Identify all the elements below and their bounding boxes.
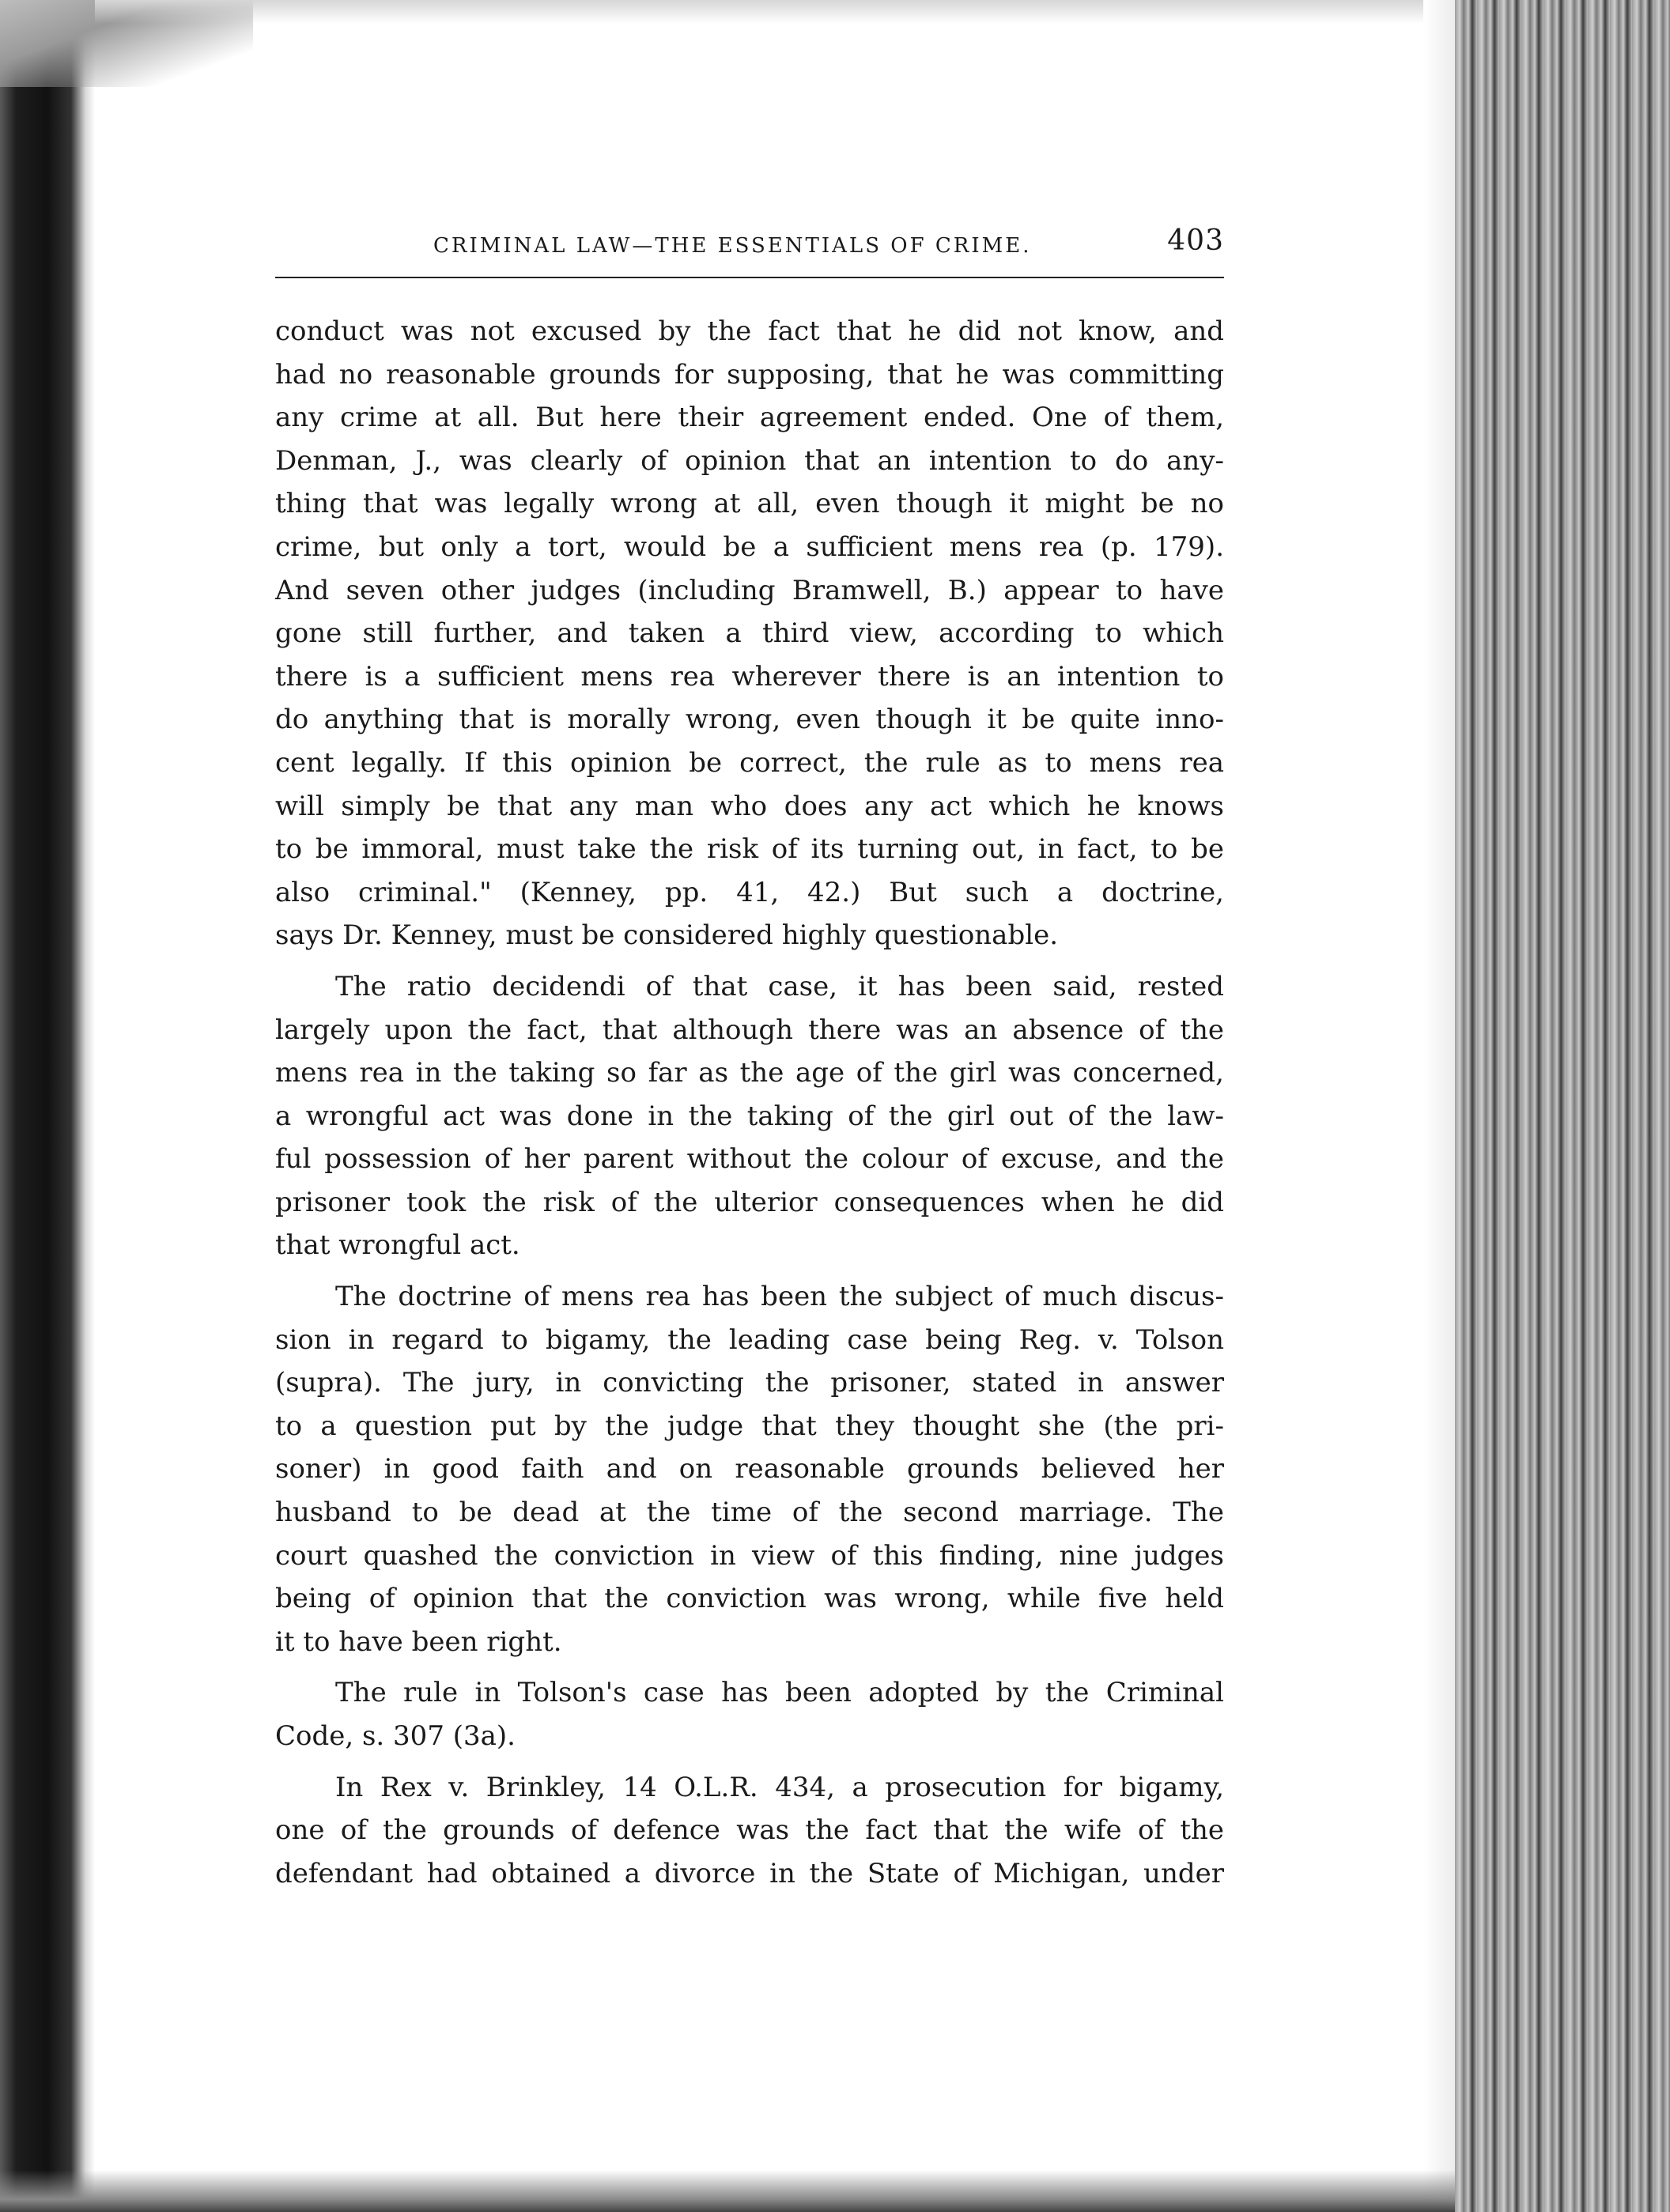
text-line: to be immoral, must take the risk of its turning out, in fact, to be [275,833,1224,866]
text-line: The ratio decidendi of that case, it has been said, rested [335,970,1224,1002]
scan-edge-left [0,0,95,2212]
text-line: Code, s. 307 (3a). [275,1720,516,1752]
text-line: a wrongful act was done in the taking of the girl out of the law- [275,1100,1224,1132]
text-line: The rule in Tolson's case has been adopted by the Criminal [335,1677,1224,1709]
paragraph [275,1671,1224,1757]
text-line: conduct was not excused by the fact that he did not know, and [275,315,1224,347]
body-text [275,310,1224,1903]
text-line: thing that was legally wrong at all, even though it might be no [275,488,1224,520]
text-line: And seven other judges (including Bramwell, B.) appear to have [275,574,1224,606]
text-line: there is a sufficient mens rea wherever there is an intention to [275,660,1224,693]
page-number: 403 [1167,225,1224,257]
page-header [275,223,1224,270]
text-line: defendant had obtained a divorce in the State of Michigan, under [275,1857,1224,1889]
paragraph [275,310,1224,957]
text-line: (supra). The jury, in convicting the prisoner, stated in answer [275,1367,1224,1399]
text-line: any crime at all. But here their agreement ended. One of them, [275,402,1224,434]
paragraph [275,1766,1224,1896]
scan-edge-right [1455,0,1670,2212]
book-page [275,0,1224,2212]
text-line: will simply be that any man who does any act which he knows [275,790,1224,822]
header-rule [275,277,1224,278]
text-line: that wrongful act. [275,1229,520,1262]
text-line: cent legally. If this opinion be correct, the rule as to mens rea [275,746,1224,779]
text-line: soner) in good faith and on reasonable grounds believed her [275,1453,1224,1485]
text-line: In Rex v. Brinkley, 14 O.L.R. 434, a prosecution for bigamy, [335,1771,1224,1803]
text-line: husband to be dead at the time of the second marriage. The [275,1497,1224,1529]
text-line: mens rea in the taking so far as the age of the girl was concerned, [275,1057,1224,1089]
text-line: Denman, J., was clearly of opinion that an intention to do any- [275,444,1224,477]
text-line: to a question put by the judge that they thought she (the pri- [275,1410,1224,1442]
text-line: also criminal." (Kenney, pp. 41, 42.) But such a doctrine, [275,876,1224,908]
text-line: had no reasonable grounds for supposing, that he was committing [275,358,1224,391]
text-line: largely upon the fact, that although there was an absence of the [275,1014,1224,1046]
text-line: crime, but only a tort, would be a sufficient mens rea (p. 179). [275,530,1224,563]
text-line: gone still further, and taken a third view, according to which [275,617,1224,650]
text-line: being of opinion that the conviction was wrong, while five held [275,1583,1224,1615]
text-line: says Dr. Kenney, must be considered highly questionable. [275,919,1059,952]
paragraph [275,965,1224,1267]
text-line: ful possession of her parent without the colour of excuse, and the [275,1143,1224,1176]
text-line: sion in regard to bigamy, the leading case being Reg. v. Tolson [275,1323,1224,1356]
text-line: The doctrine of mens rea has been the subject of much discus- [335,1281,1224,1313]
text-line: it to have been right. [275,1625,562,1658]
text-line: prisoner took the risk of the ulterior consequences when he did [275,1186,1224,1218]
text-line: one of the grounds of defence was the fact that the wife of the [275,1814,1224,1847]
text-line: do anything that is morally wrong, even though it be quite inno- [275,704,1224,736]
running-title: CRIMINAL LAW—THE ESSENTIALS OF CRIME. [433,234,1032,258]
paragraph [275,1275,1224,1663]
text-line: court quashed the conviction in view of this finding, nine judges [275,1539,1224,1572]
